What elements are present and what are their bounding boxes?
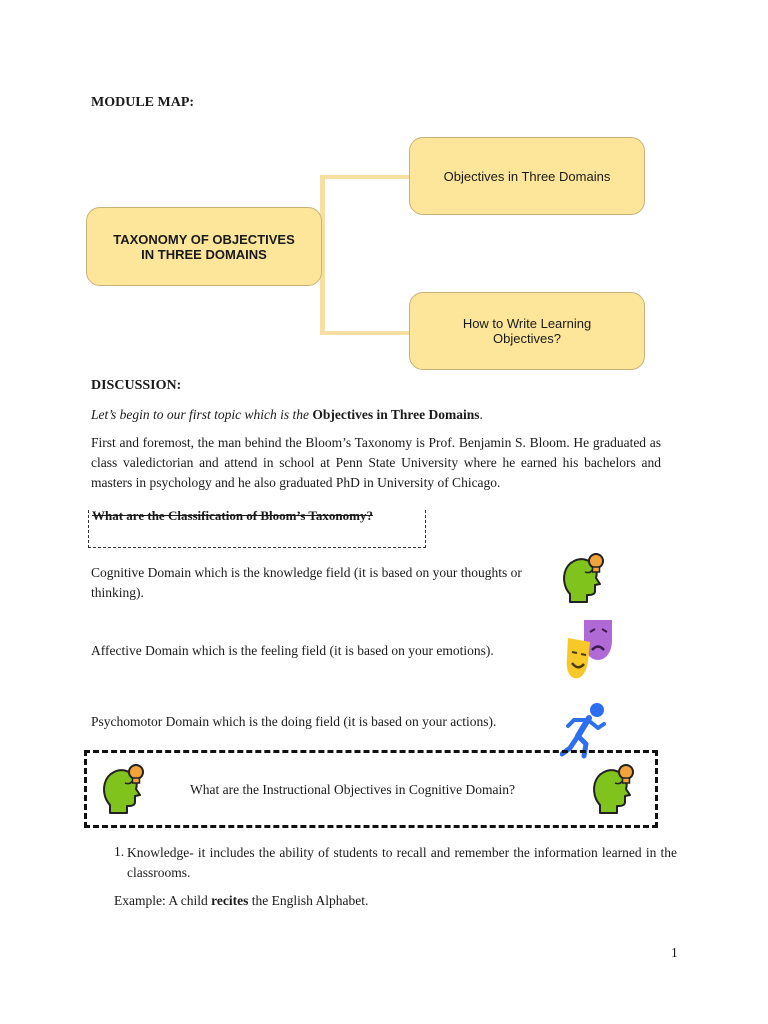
list-item-1-number: 1.	[114, 844, 125, 859]
map-main-label: TAXONOMY OF OBJECTIVES IN THREE DOMAINS	[113, 231, 295, 262]
map-child-box-2	[409, 292, 645, 370]
map-child-box-1	[409, 137, 645, 215]
head-lightbulb-icon-left	[100, 763, 148, 815]
map-connector-top	[320, 175, 410, 179]
instructional-question: What are the Instructional Objectives in Cognitive Domain?	[190, 782, 516, 797]
cognitive-domain-text: Cognitive Domain which is the knowledge field (it is based on your thoughts or thinking).	[91, 565, 522, 600]
map-main-box	[86, 207, 322, 286]
psychomotor-domain-text: Psychomotor Domain which is the doing field (it is based on your actions).	[91, 714, 497, 729]
theater-masks-icon	[566, 618, 614, 684]
intro-end: .	[479, 407, 483, 422]
page-number: 1	[671, 945, 678, 960]
classification-question: What are the Classification of Bloom’s Taxonomy?	[92, 508, 373, 523]
affective-domain-text: Affective Domain which is the feeling field (it is based on your emotions).	[91, 643, 494, 658]
map-connector-bottom	[320, 331, 410, 335]
example-prefix: Example: A child	[114, 893, 212, 908]
example-line	[114, 891, 368, 911]
map-child-label-1: Objectives in Three Domains	[443, 168, 611, 184]
discussion-heading: DISCUSSION:	[91, 378, 182, 393]
intro-bold: Objectives in Three Domains	[312, 407, 480, 422]
head-lightbulb-icon-right	[590, 763, 638, 815]
map-child-label-2: How to Write Learning Objectives?	[462, 316, 592, 346]
example-suffix: the English Alphabet.	[248, 893, 369, 908]
module-map-heading: MODULE MAP:	[91, 95, 195, 110]
discussion-intro	[91, 405, 681, 425]
head-lightbulb-icon	[560, 552, 608, 604]
intro-italic: Let’s begin to our first topic which is the	[91, 407, 313, 422]
list-item-1-text: Knowledge- it includes the ability of students to recall and remember the information learned in the classrooms.	[127, 845, 677, 880]
discussion-paragraph: First and foremost, the man behind the Bloom’s Taxonomy is Prof. Benjamin S. Bloom. He graduated as class valedictorian and attend in school at Penn State University where he earned his bachelors and masters in psychology and he also graduated PhD in University of Chicago.	[91, 435, 661, 490]
example-bold: recites	[211, 893, 249, 908]
